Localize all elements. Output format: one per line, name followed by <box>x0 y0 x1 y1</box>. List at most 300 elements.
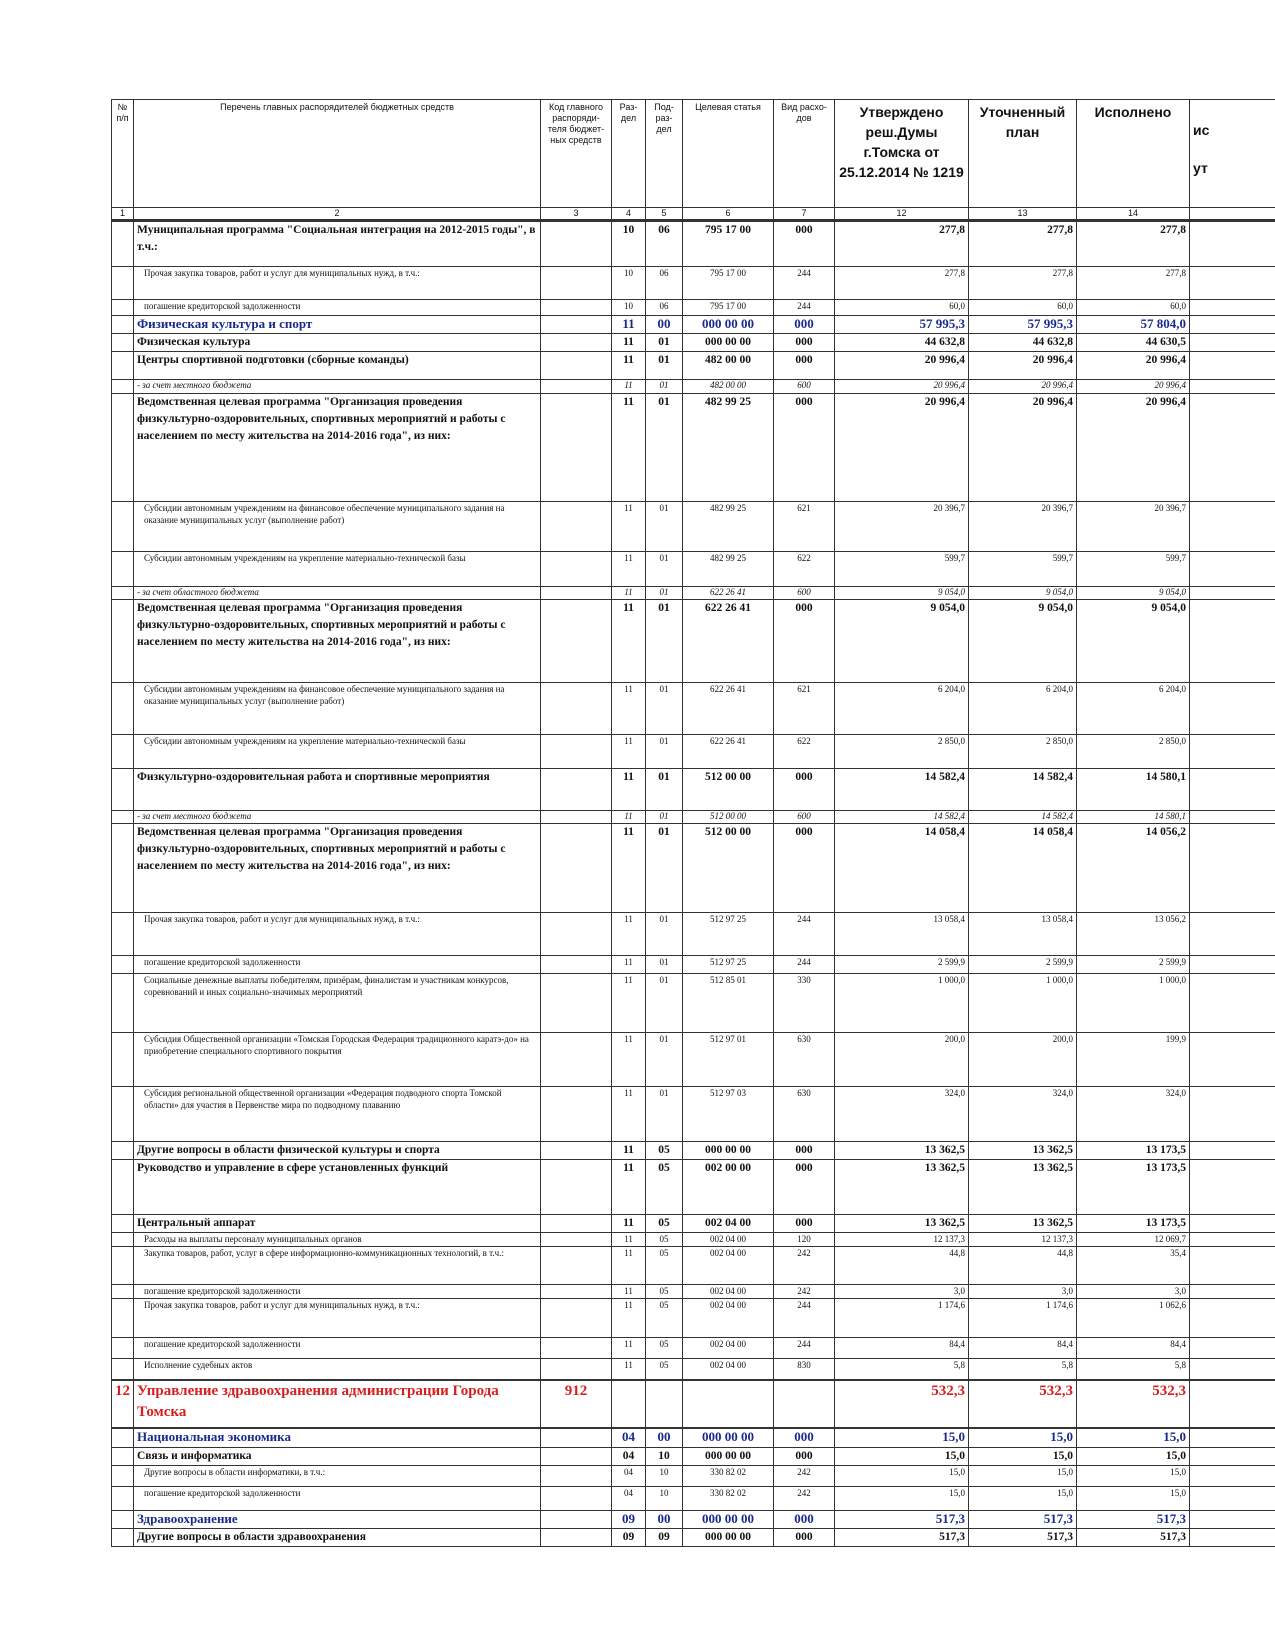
row-target: 000 00 00 <box>683 334 774 352</box>
row-refined: 200,0 <box>969 1033 1077 1087</box>
row-code <box>541 683 612 735</box>
row-executed: 20 996,4 <box>1077 394 1190 502</box>
row-type: 244 <box>774 267 835 300</box>
row-executed: 60,0 <box>1077 300 1190 316</box>
row-refined: 15,0 <box>969 1428 1077 1448</box>
row-code <box>541 1233 612 1247</box>
table-row <box>112 735 1275 769</box>
row-cut-cell <box>1190 1380 1275 1428</box>
row-razdel: 11 <box>612 735 646 769</box>
row-code <box>541 334 612 352</box>
row-code <box>541 1215 612 1233</box>
row-name: - за счет областного бюджета <box>134 587 541 600</box>
row-approved: 517,3 <box>835 1529 969 1547</box>
row-refined: 277,8 <box>969 221 1077 267</box>
table-row <box>112 913 1275 956</box>
header-podrazdel: Под-раз-дел <box>646 100 683 208</box>
row-type: 244 <box>774 1299 835 1338</box>
table-body <box>112 221 1275 1547</box>
row-approved: 9 054,0 <box>835 587 969 600</box>
row-cut-cell <box>1190 769 1275 811</box>
row-executed: 15,0 <box>1077 1428 1190 1448</box>
header-cut-column <box>1190 100 1275 208</box>
header-code: Код главного распоряди-теля бюджет-ных средств <box>541 100 612 208</box>
row-target: 330 82 02 <box>683 1487 774 1511</box>
row-number <box>112 316 134 334</box>
row-refined: 14 058,4 <box>969 824 1077 913</box>
row-type: 120 <box>774 1233 835 1247</box>
row-name: Ведомственная целевая программа "Организация проведения физкультурно-оздоровительных, спортивных мероприятий и работы с населением по месту жительства на 2014-2016 года", из них: <box>134 394 541 502</box>
row-executed: 599,7 <box>1077 552 1190 587</box>
row-podrazdel: 01 <box>646 1087 683 1142</box>
row-razdel: 11 <box>612 683 646 735</box>
row-podrazdel: 05 <box>646 1215 683 1233</box>
table-row <box>112 1215 1275 1233</box>
row-type: 000 <box>774 1160 835 1215</box>
table-row <box>112 956 1275 974</box>
row-approved: 14 582,4 <box>835 769 969 811</box>
row-name: Субсидии автономным учреждениям на финансовое обеспечение муниципального задания на оказание муниципальных услуг (выполнение работ) <box>134 683 541 735</box>
row-code <box>541 600 612 683</box>
row-executed: 517,3 <box>1077 1511 1190 1529</box>
row-number <box>112 811 134 824</box>
row-cut-cell <box>1190 1285 1275 1299</box>
row-target: 000 00 00 <box>683 1448 774 1466</box>
row-number <box>112 1160 134 1215</box>
row-name: - за счет местного бюджета <box>134 811 541 824</box>
row-cut-cell <box>1190 1033 1275 1087</box>
row-code <box>541 824 612 913</box>
row-name: Другие вопросы в области здравоохранения <box>134 1529 541 1547</box>
row-razdel: 11 <box>612 380 646 394</box>
row-approved: 13 362,5 <box>835 1215 969 1233</box>
row-podrazdel: 05 <box>646 1247 683 1285</box>
row-refined: 20 996,4 <box>969 352 1077 380</box>
colnum: 6 <box>683 208 774 221</box>
row-code <box>541 913 612 956</box>
row-number <box>112 1529 134 1547</box>
row-type: 000 <box>774 824 835 913</box>
table-row <box>112 352 1275 380</box>
row-refined: 60,0 <box>969 300 1077 316</box>
row-name: Здравоохранение <box>134 1511 541 1529</box>
row-code <box>541 811 612 824</box>
row-podrazdel: 01 <box>646 394 683 502</box>
row-code <box>541 221 612 267</box>
row-approved: 14 582,4 <box>835 811 969 824</box>
row-number <box>112 1487 134 1511</box>
row-razdel: 11 <box>612 1233 646 1247</box>
row-cut-cell <box>1190 1087 1275 1142</box>
row-name: Закупка товаров, работ, услуг в сфере информационно-коммуникационных технологий, в т.ч.: <box>134 1247 541 1285</box>
row-name: Субсидии автономным учреждениям на укрепление материально-технической базы <box>134 552 541 587</box>
row-type: 000 <box>774 394 835 502</box>
row-number <box>112 974 134 1033</box>
row-podrazdel: 01 <box>646 735 683 769</box>
row-podrazdel: 05 <box>646 1338 683 1359</box>
row-number <box>112 1299 134 1338</box>
row-refined: 44 632,8 <box>969 334 1077 352</box>
row-podrazdel: 01 <box>646 380 683 394</box>
row-code <box>541 1142 612 1160</box>
row-name: Физическая культура <box>134 334 541 352</box>
table-row <box>112 334 1275 352</box>
row-target: 482 00 00 <box>683 352 774 380</box>
table-row <box>112 769 1275 811</box>
row-code <box>541 1511 612 1529</box>
row-executed: 13 173,5 <box>1077 1142 1190 1160</box>
row-approved: 277,8 <box>835 221 969 267</box>
row-podrazdel: 09 <box>646 1529 683 1547</box>
row-cut-cell <box>1190 600 1275 683</box>
table-row <box>112 1033 1275 1087</box>
row-refined: 2 599,9 <box>969 956 1077 974</box>
row-cut-cell <box>1190 334 1275 352</box>
row-executed: 9 054,0 <box>1077 600 1190 683</box>
row-target: 482 00 00 <box>683 380 774 394</box>
row-razdel: 04 <box>612 1466 646 1487</box>
row-code <box>541 1299 612 1338</box>
row-razdel: 11 <box>612 1215 646 1233</box>
row-code <box>541 502 612 552</box>
row-cut-cell <box>1190 221 1275 267</box>
row-refined: 44,8 <box>969 1247 1077 1285</box>
row-podrazdel: 06 <box>646 300 683 316</box>
row-number <box>112 1428 134 1448</box>
row-number <box>112 1511 134 1529</box>
row-refined: 9 054,0 <box>969 587 1077 600</box>
row-target: 512 85 01 <box>683 974 774 1033</box>
row-type: 622 <box>774 552 835 587</box>
row-executed: 324,0 <box>1077 1087 1190 1142</box>
row-podrazdel: 06 <box>646 267 683 300</box>
row-approved: 60,0 <box>835 300 969 316</box>
row-target: 482 99 25 <box>683 394 774 502</box>
row-approved: 13 362,5 <box>835 1160 969 1215</box>
row-approved: 57 995,3 <box>835 316 969 334</box>
row-target: 622 26 41 <box>683 683 774 735</box>
table-row <box>112 683 1275 735</box>
row-refined: 15,0 <box>969 1466 1077 1487</box>
row-approved: 277,8 <box>835 267 969 300</box>
row-razdel: 11 <box>612 1160 646 1215</box>
table-row <box>112 600 1275 683</box>
row-approved: 2 850,0 <box>835 735 969 769</box>
row-type: 622 <box>774 735 835 769</box>
row-refined: 517,3 <box>969 1511 1077 1529</box>
row-approved: 12 137,3 <box>835 1233 969 1247</box>
row-podrazdel: 05 <box>646 1142 683 1160</box>
row-cut-cell <box>1190 352 1275 380</box>
row-target: 512 00 00 <box>683 824 774 913</box>
row-executed: 199,9 <box>1077 1033 1190 1087</box>
row-code <box>541 300 612 316</box>
row-code <box>541 1466 612 1487</box>
header-approved: Утверждено реш.Думы г.Томска от 25.12.2014 № 1219 <box>835 100 969 208</box>
row-executed: 15,0 <box>1077 1448 1190 1466</box>
row-type: 000 <box>774 600 835 683</box>
row-number <box>112 300 134 316</box>
row-code <box>541 1448 612 1466</box>
row-executed: 6 204,0 <box>1077 683 1190 735</box>
row-podrazdel: 01 <box>646 824 683 913</box>
row-refined: 84,4 <box>969 1338 1077 1359</box>
row-number: 12 <box>112 1380 134 1428</box>
row-cut-cell <box>1190 1511 1275 1529</box>
row-approved: 532,3 <box>835 1380 969 1428</box>
row-code <box>541 1487 612 1511</box>
row-cut-cell <box>1190 1428 1275 1448</box>
row-code: 912 <box>541 1380 612 1428</box>
row-target: 000 00 00 <box>683 1142 774 1160</box>
row-razdel: 11 <box>612 1338 646 1359</box>
row-cut-cell <box>1190 974 1275 1033</box>
row-cut-cell <box>1190 1466 1275 1487</box>
row-target: 000 00 00 <box>683 1529 774 1547</box>
row-type: 621 <box>774 502 835 552</box>
row-name: Субсидия региональной общественной организации «Федерация подводного спорта Томской области» для участия в Первенстве мира по подводному плаванию <box>134 1087 541 1142</box>
header-cut-2: ут <box>1193 160 1208 176</box>
table-row <box>112 1285 1275 1299</box>
colnum: 7 <box>774 208 835 221</box>
row-number <box>112 600 134 683</box>
row-podrazdel: 01 <box>646 352 683 380</box>
row-number <box>112 380 134 394</box>
row-target: 000 00 00 <box>683 1428 774 1448</box>
header-no: № п/п <box>112 100 134 208</box>
row-refined: 3,0 <box>969 1285 1077 1299</box>
row-cut-cell <box>1190 1233 1275 1247</box>
row-number <box>112 552 134 587</box>
row-approved: 44 632,8 <box>835 334 969 352</box>
row-razdel: 11 <box>612 913 646 956</box>
row-target: 795 17 00 <box>683 267 774 300</box>
row-name: погашение кредиторской задолженности <box>134 300 541 316</box>
row-executed: 20 996,4 <box>1077 380 1190 394</box>
row-cut-cell <box>1190 587 1275 600</box>
row-target: 512 97 01 <box>683 1033 774 1087</box>
row-number <box>112 913 134 956</box>
header-name: Перечень главных распорядителей бюджетных средств <box>134 100 541 208</box>
row-cut-cell <box>1190 683 1275 735</box>
row-executed: 44 630,5 <box>1077 334 1190 352</box>
row-razdel: 10 <box>612 300 646 316</box>
table-row <box>112 1380 1275 1428</box>
row-number <box>112 1448 134 1466</box>
row-code <box>541 1087 612 1142</box>
row-podrazdel: 01 <box>646 811 683 824</box>
row-refined: 57 995,3 <box>969 316 1077 334</box>
row-type: 000 <box>774 769 835 811</box>
row-podrazdel: 01 <box>646 502 683 552</box>
row-refined: 2 850,0 <box>969 735 1077 769</box>
row-executed: 14 056,2 <box>1077 824 1190 913</box>
row-target: 622 26 41 <box>683 587 774 600</box>
row-executed: 517,3 <box>1077 1529 1190 1547</box>
row-cut-cell <box>1190 502 1275 552</box>
row-razdel: 10 <box>612 221 646 267</box>
row-approved: 1 000,0 <box>835 974 969 1033</box>
row-target: 002 04 00 <box>683 1285 774 1299</box>
row-refined: 517,3 <box>969 1529 1077 1547</box>
row-target: 330 82 02 <box>683 1466 774 1487</box>
row-code <box>541 352 612 380</box>
row-code <box>541 769 612 811</box>
row-target: 622 26 41 <box>683 735 774 769</box>
row-number <box>112 735 134 769</box>
row-code <box>541 1285 612 1299</box>
row-type: 244 <box>774 300 835 316</box>
row-target: 002 04 00 <box>683 1359 774 1380</box>
row-cut-cell <box>1190 267 1275 300</box>
row-cut-cell <box>1190 956 1275 974</box>
row-razdel: 11 <box>612 769 646 811</box>
row-target: 795 17 00 <box>683 221 774 267</box>
row-target: 002 04 00 <box>683 1299 774 1338</box>
row-code <box>541 1033 612 1087</box>
row-type: 600 <box>774 811 835 824</box>
row-refined: 599,7 <box>969 552 1077 587</box>
row-podrazdel: 01 <box>646 552 683 587</box>
row-type: 000 <box>774 1511 835 1529</box>
row-code <box>541 1160 612 1215</box>
row-podrazdel: 10 <box>646 1448 683 1466</box>
row-target: 002 04 00 <box>683 1233 774 1247</box>
row-code <box>541 552 612 587</box>
row-cut-cell <box>1190 1299 1275 1338</box>
table-row <box>112 1247 1275 1285</box>
row-podrazdel: 00 <box>646 1511 683 1529</box>
row-refined: 532,3 <box>969 1380 1077 1428</box>
row-approved: 324,0 <box>835 1087 969 1142</box>
row-number <box>112 1233 134 1247</box>
row-refined: 15,0 <box>969 1448 1077 1466</box>
row-approved: 14 058,4 <box>835 824 969 913</box>
row-approved: 84,4 <box>835 1338 969 1359</box>
row-name: погашение кредиторской задолженности <box>134 1338 541 1359</box>
row-number <box>112 267 134 300</box>
row-type: 000 <box>774 316 835 334</box>
row-name: Управление здравоохранения администрации Города Томска <box>134 1380 541 1428</box>
row-razdel: 11 <box>612 1299 646 1338</box>
row-refined: 6 204,0 <box>969 683 1077 735</box>
table-row <box>112 1529 1275 1547</box>
table-row <box>112 1359 1275 1380</box>
row-razdel: 11 <box>612 334 646 352</box>
budget-table <box>111 99 1275 1547</box>
row-approved: 20 396,7 <box>835 502 969 552</box>
row-type: 244 <box>774 913 835 956</box>
row-code <box>541 267 612 300</box>
row-cut-cell <box>1190 380 1275 394</box>
row-podrazdel: 01 <box>646 683 683 735</box>
row-podrazdel: 01 <box>646 1033 683 1087</box>
row-code <box>541 1338 612 1359</box>
row-name: - за счет местного бюджета <box>134 380 541 394</box>
row-executed: 13 173,5 <box>1077 1215 1190 1233</box>
row-approved: 5,8 <box>835 1359 969 1380</box>
row-code <box>541 587 612 600</box>
header-row <box>112 100 1275 208</box>
row-type: 244 <box>774 956 835 974</box>
row-type: 000 <box>774 352 835 380</box>
row-podrazdel: 10 <box>646 1466 683 1487</box>
row-name: Руководство и управление в сфере установленных функций <box>134 1160 541 1215</box>
row-razdel: 11 <box>612 1285 646 1299</box>
row-target: 512 00 00 <box>683 811 774 824</box>
row-number <box>112 683 134 735</box>
row-razdel: 11 <box>612 316 646 334</box>
table-row <box>112 1511 1275 1529</box>
row-executed: 12 069,7 <box>1077 1233 1190 1247</box>
table-row <box>112 587 1275 600</box>
row-target: 002 00 00 <box>683 1160 774 1215</box>
row-cut-cell <box>1190 552 1275 587</box>
row-number <box>112 394 134 502</box>
row-executed: 57 804,0 <box>1077 316 1190 334</box>
row-executed: 20 396,7 <box>1077 502 1190 552</box>
row-name: погашение кредиторской задолженности <box>134 956 541 974</box>
header-executed-label: Исполнено <box>1094 104 1172 120</box>
row-razdel: 09 <box>612 1529 646 1547</box>
row-code <box>541 735 612 769</box>
row-name: Прочая закупка товаров, работ и услуг для муниципальных нужд, в т.ч.: <box>134 1299 541 1338</box>
table-row <box>112 1087 1275 1142</box>
header-executed <box>1077 100 1190 208</box>
row-cut-cell <box>1190 316 1275 334</box>
row-type: 000 <box>774 1428 835 1448</box>
row-name: погашение кредиторской задолженности <box>134 1487 541 1511</box>
row-number <box>112 334 134 352</box>
row-podrazdel: 01 <box>646 334 683 352</box>
row-refined: 20 396,7 <box>969 502 1077 552</box>
row-name: Другие вопросы в области физической культуры и спорта <box>134 1142 541 1160</box>
row-executed: 5,8 <box>1077 1359 1190 1380</box>
row-executed: 3,0 <box>1077 1285 1190 1299</box>
row-approved: 9 054,0 <box>835 600 969 683</box>
row-refined: 13 362,5 <box>969 1142 1077 1160</box>
row-approved: 15,0 <box>835 1448 969 1466</box>
row-name: Субсидия Общественной организации «Томская Городская Федерация традиционного каратэ-до» на приобретение специального спортивного покрытия <box>134 1033 541 1087</box>
row-podrazdel <box>646 1380 683 1428</box>
row-executed: 13 173,5 <box>1077 1160 1190 1215</box>
row-approved: 200,0 <box>835 1033 969 1087</box>
table-row <box>112 1466 1275 1487</box>
row-name: Муниципальная программа "Социальная интеграция на 2012-2015 годы", в т.ч.: <box>134 221 541 267</box>
row-podrazdel: 00 <box>646 1428 683 1448</box>
row-refined: 277,8 <box>969 267 1077 300</box>
row-cut-cell <box>1190 1142 1275 1160</box>
colnum-empty <box>1190 208 1275 221</box>
row-cut-cell <box>1190 1338 1275 1359</box>
colnum: 1 <box>112 208 134 221</box>
row-approved: 13 362,5 <box>835 1142 969 1160</box>
column-numbers-row <box>112 208 1275 221</box>
row-type: 330 <box>774 974 835 1033</box>
row-cut-cell <box>1190 824 1275 913</box>
colnum: 14 <box>1077 208 1190 221</box>
row-refined: 12 137,3 <box>969 1233 1077 1247</box>
colnum: 4 <box>612 208 646 221</box>
row-razdel: 04 <box>612 1428 646 1448</box>
row-type: 000 <box>774 1448 835 1466</box>
row-razdel: 11 <box>612 974 646 1033</box>
row-name: Прочая закупка товаров, работ и услуг для муниципальных нужд, в т.ч.: <box>134 913 541 956</box>
row-refined: 13 362,5 <box>969 1160 1077 1215</box>
row-number <box>112 1359 134 1380</box>
table-row <box>112 221 1275 267</box>
table-row <box>112 1448 1275 1466</box>
